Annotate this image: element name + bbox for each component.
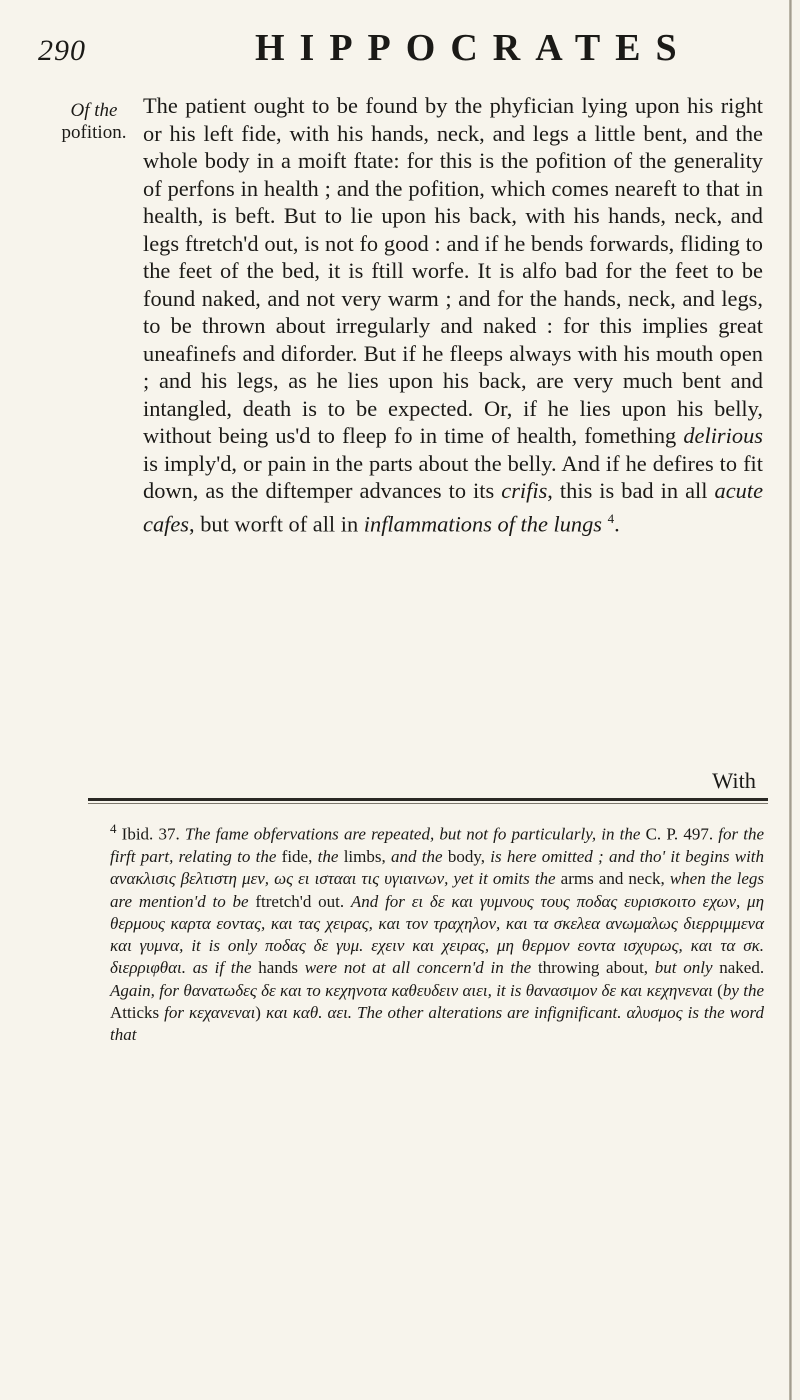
body-paragraph bbox=[143, 92, 763, 537]
footnote-italic: as if the bbox=[192, 958, 252, 978]
footnote-italic: the bbox=[317, 846, 339, 866]
margin-note bbox=[60, 100, 128, 144]
footnote-run: C. P. 497. bbox=[645, 824, 714, 844]
footnote-run: ftretch'd out. bbox=[255, 891, 345, 911]
footnote-run: ( bbox=[717, 980, 723, 1000]
footnote-italic: for the firft part, relating to the bbox=[110, 824, 765, 866]
greek-quote: θανατωδες δε και το κεχηνοτα καθευδειν αιει, bbox=[183, 980, 492, 1000]
greek-quote: και καθ. αει. bbox=[265, 1003, 353, 1023]
footnote-rule bbox=[88, 798, 768, 801]
footnote-run: hands bbox=[258, 958, 298, 978]
footnote-italic: is here omitted ; and tho' it begins with bbox=[490, 846, 765, 866]
footnote-run: Atticks bbox=[110, 1003, 160, 1023]
body-run: . bbox=[614, 510, 620, 536]
footnote-italic: And for bbox=[350, 891, 405, 911]
footnote-run: Ibid. 37. bbox=[121, 824, 180, 844]
footnote-run: throwing about, bbox=[537, 958, 649, 978]
greek-quote: ποδας δε γυμ. εχειν και χειρας, μη θερμον εοντα ισχυρως, και τα σκ. διερριφθαι. bbox=[110, 936, 764, 978]
margin-note-line2: pofition. bbox=[61, 122, 127, 143]
footnote-italic: Again, for bbox=[110, 980, 180, 1000]
body-italic: delirious bbox=[683, 423, 763, 448]
body-run: , but worft of all in bbox=[189, 510, 359, 536]
footnote-reference: 4 bbox=[607, 510, 615, 526]
footnote-run: limbs, bbox=[343, 846, 386, 866]
footnote-italic: by the bbox=[722, 980, 764, 1000]
greek-quote: ει δε και γυμνους τους ποδας ευρισκοιτο εχων, μη θερμους καρτα εοντας, και τας χειρας, και τον τραχηλον, και τα σκελεα ανωμαλως διερριμμενα και γυμνα, bbox=[110, 891, 765, 956]
footnote-run: fide, bbox=[281, 846, 313, 866]
greek-quote: κεχανεναι bbox=[188, 1003, 256, 1023]
footnote-italic: were not at all concern'd in the bbox=[304, 958, 532, 978]
footnote-italic: but only bbox=[654, 958, 713, 978]
footnote-italic: The fame obfervations are repeated, but not fo particularly, in the bbox=[184, 824, 641, 844]
greek-quote: αλυσμος bbox=[626, 1003, 683, 1023]
body-italic: crifis bbox=[501, 478, 548, 503]
body-italic: inflammations of the lungs bbox=[363, 510, 602, 536]
footnote-marker: 4 bbox=[110, 821, 117, 836]
greek-quote: θανασιμον δε και κεχηνεναι bbox=[525, 980, 713, 1000]
footnote-italic: is the word that bbox=[110, 1003, 765, 1045]
footnote-run: naked. bbox=[719, 958, 765, 978]
page-number: 290 bbox=[38, 34, 86, 67]
footnote-paragraph bbox=[110, 818, 764, 1047]
footnote-italic: for bbox=[164, 1003, 184, 1023]
margin-note-line1: Of the bbox=[70, 100, 118, 121]
greek-quote: ανακλισις βελτιστη μεν, ως ει ιστααι τις υγιαινων, bbox=[110, 869, 449, 889]
footnote-italic: it is bbox=[496, 980, 522, 1000]
catchword: With bbox=[712, 768, 756, 793]
footnote-rule-thin bbox=[88, 803, 768, 804]
running-head: HIPPOCRATES bbox=[255, 27, 692, 69]
footnote-italic: The other alterations are infignificant. bbox=[357, 1003, 622, 1023]
footnote-italic: yet it omits the bbox=[453, 869, 556, 889]
page-header bbox=[0, 14, 800, 69]
footnote-italic: and the bbox=[391, 846, 443, 866]
footnote-run: body, bbox=[447, 846, 486, 866]
footnote-italic: when the legs are mention'd to be bbox=[110, 869, 765, 911]
body-run: The patient ought to be found by the phyfician lying upon his right or his left fide, with his hands, neck, and legs a little bent, and the whole body in a moift ftate: for this is the pofition of the generality of perfons in health ; and the pofition, which comes neareft to that in health, is beft. But to lie upon his back, with his hands, neck, and legs ftretch'd out, is not fo good : and if he bends forwards, fliding to the feet of the bed, it is ftill worfe. It is alfo bad for the feet to be found naked, and not very warm ; and for the hands, neck, and legs, to be thrown about irregularly and naked : for this implies great uneafinefs and diforder. But if he fleeps always with his mouth open ; and his legs, as he lies upon his back, are very much bent and intangled, death is to be expected. Or, if he lies upon his belly, without being us'd to fleep fo in time of health, fomething bbox=[143, 93, 763, 448]
footnote-run: arms and neck, bbox=[560, 869, 665, 889]
body-run: , this is bad in all bbox=[547, 478, 708, 503]
body-italic: acute cafes bbox=[143, 478, 764, 536]
footnote-run: ) bbox=[255, 1003, 261, 1023]
body-text bbox=[143, 92, 763, 537]
footnote-italic: it is only bbox=[191, 936, 258, 956]
body-run: is imply'd, or pain in the parts about the belly. And if he defires to fit down, as the diftemper advances to its bbox=[143, 450, 763, 503]
footnote bbox=[110, 818, 764, 1047]
page-edge bbox=[789, 0, 792, 1400]
